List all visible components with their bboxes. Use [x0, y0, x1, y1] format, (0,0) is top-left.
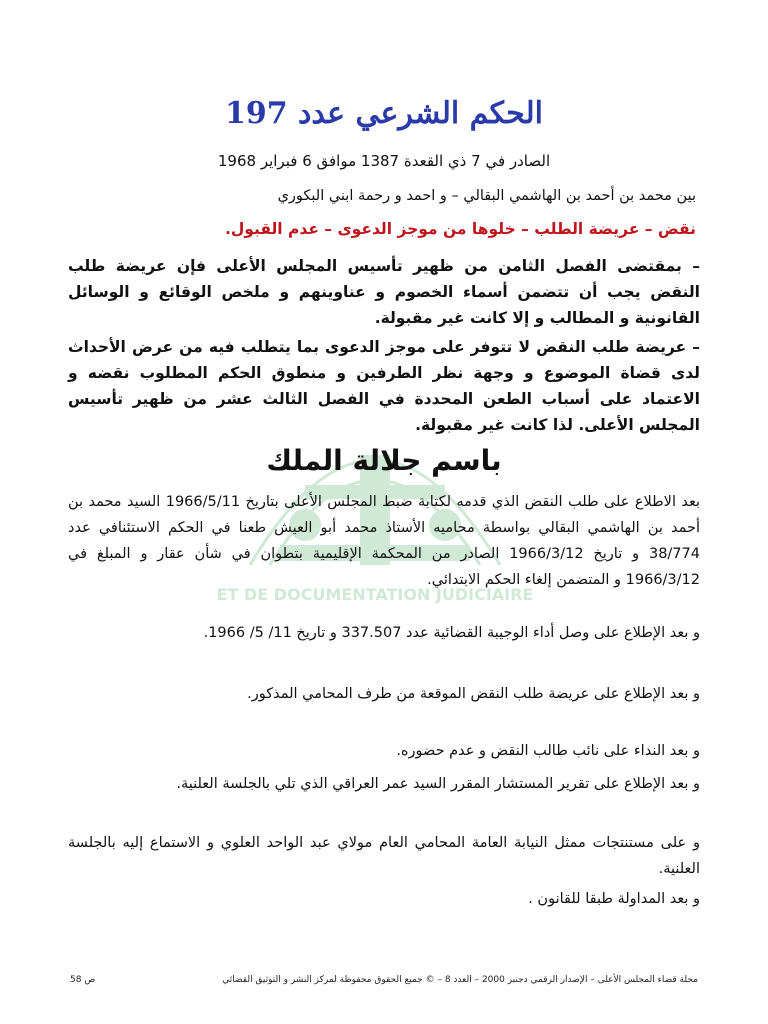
royal-heading: باسم جلالة الملك	[266, 444, 502, 477]
body-paragraph: بعد الاطلاع على طلب النقض الذي قدمه لكتابة ضبط المجلس الأعلى بتاريخ 1966/5/11 السيد محمد بن أحمد بن الهاشمي البقالي بواسطة محاميه الأستاذ محمد أبو العيش طعنا في الحكم الاستئنافي عدد 38/774 و تاريخ 1966/3/12 الصادر من المحكمة الإقليمية بتطوان في شأن عقار و المبلغ في 1966/3/12 و المتضمن إلغاء الحكم الابتدائي.	[68, 494, 701, 588]
parties-line: بين محمد بن أحمد بن الهاشمي البقالي – و احمد و رحمة ابني البكوري	[277, 188, 696, 204]
body-paragraph: و بعد الإطلاع على وصل أداء الوجيبة القضائية عدد 337.507 و تاريخ 11/ 5/ 1966.	[203, 625, 700, 641]
summary-paragraph-1: – بمقتضى الفصل الثامن من ظهير تأسيس المجلس الأعلى فإن عريضة طلب النقض يجب أن تتضمن أسماء الخصوم و عناوينهم و ملخص الوقائع و الوسائل القانونية و المطالب و إلا كانت غير مقبولة.	[68, 257, 700, 327]
issue-date: الصادر في 7 ذي القعدة 1387 موافق 6 فبراير 1968	[217, 152, 551, 170]
body-paragraph: و بعد الإطلاع على تقرير المستشار المقرر السيد عمر العراقي الذي تلي بالجلسة العلنية.	[176, 776, 700, 792]
keywords-line: نقض – عريضة الطلب – خلوها من موجز الدعوى – عدم القبول.	[224, 220, 696, 238]
page-footer	[70, 975, 698, 985]
body-paragraph: و على مستنتجات ممثل النيابة العامة المحامي العام مولاي عبد الواحد العلوي و الاستماع إليه بالجلسة العلنية.	[68, 835, 700, 877]
body-paragraph: و بعد الإطلاع على عريضة طلب النقض الموقعة من طرف المحامي المذكور.	[247, 686, 700, 702]
ruling-title: الحكم الشرعي عدد 197	[224, 96, 544, 131]
body-paragraph: و بعد النداء على نائب طالب النقض و عدم حضوره.	[396, 743, 700, 759]
summary-paragraph-2: – عريضة طلب النقض لا تتوفر على موجز الدعوى بما يتطلب فيه من عرض الأحداث لدى قضاة الموضوع و وجهة نظر الطرفين و منطوق الحكم المطلوب نقضه و الاعتماد على أسباب الطعن المحددة في الفصل الثالث عشر من ظهير تأسيس المجلس الأعلى. لذا كانت غير مقبولة.	[68, 338, 700, 434]
footer-journal: مجلة قضاء المجلس الأعلى – الإصدار الرقمي دجنبر 2000 – العدد 8 – © جميع الحقوق محفوظة لمركز النشر و التوثيق القضائي	[222, 975, 698, 985]
watermark-text: ET DE DOCUMENTATION JUDICIAIRE	[216, 585, 534, 604]
page-number: ص 58	[70, 975, 96, 985]
body-paragraph: و بعد المداولة طبقا للقانون .	[528, 891, 700, 907]
